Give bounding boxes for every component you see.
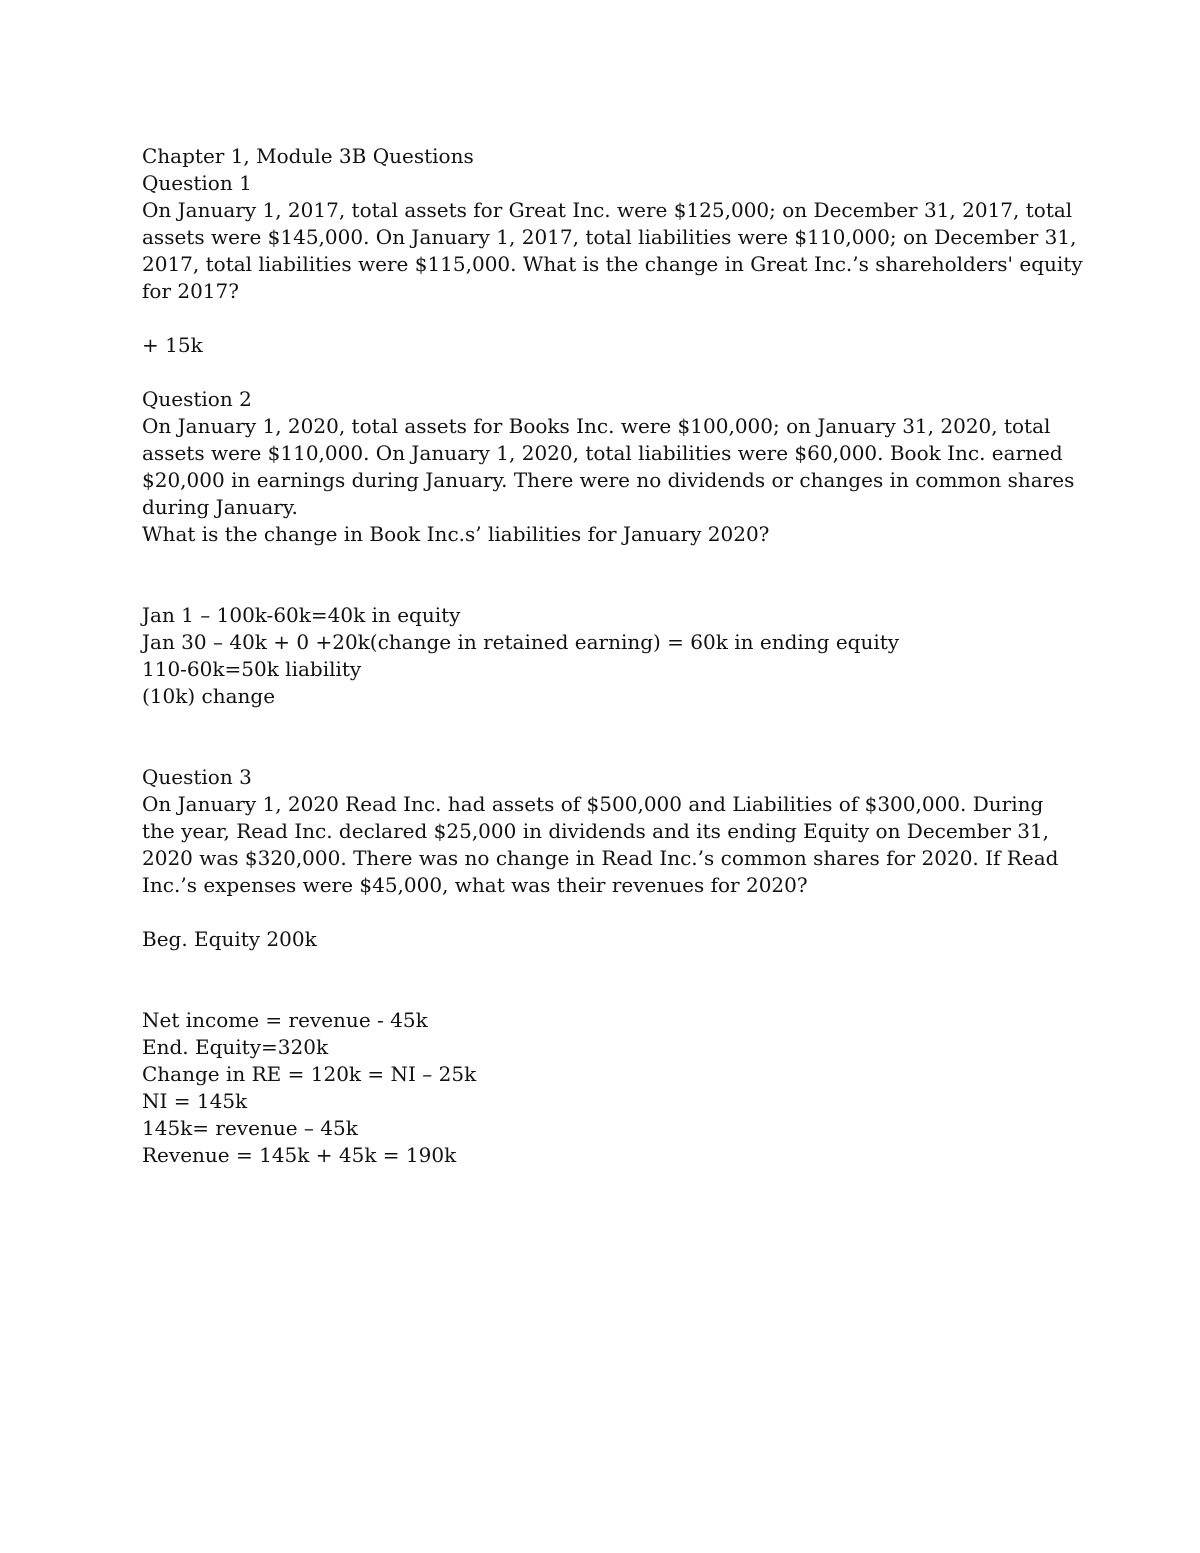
spacer bbox=[142, 305, 1062, 332]
question-2-text-line: assets were $110,000. On January 1, 2020, total liabilities were $60,000. Book Inc. earned bbox=[142, 441, 1063, 465]
question-2-text-line: On January 1, 2020, total assets for Books Inc. were $100,000; on January 31, 2020, total bbox=[142, 414, 1051, 438]
spacer bbox=[142, 980, 1062, 1007]
question-1-text-line: for 2017? bbox=[142, 279, 239, 303]
question-3-text-line: 2020 was $320,000. There was no change in Read Inc.’s common shares for 2020. If Read bbox=[142, 846, 1059, 870]
question-1-heading: Question 1 bbox=[142, 171, 252, 195]
spacer bbox=[142, 953, 1062, 980]
spacer bbox=[142, 710, 1062, 737]
question-3-work-line: Revenue = 145k + 45k = 190k bbox=[142, 1143, 457, 1167]
spacer bbox=[142, 737, 1062, 764]
question-2-text-line: during January. bbox=[142, 495, 298, 519]
question-3-text-line: Inc.’s expenses were $45,000, what was their revenues for 2020? bbox=[142, 873, 808, 897]
question-1-text-line: On January 1, 2017, total assets for Great Inc. were $125,000; on December 31, 2017, total bbox=[142, 198, 1073, 222]
question-1-text-line: assets were $145,000. On January 1, 2017, total liabilities were $110,000; on December 31, bbox=[142, 225, 1077, 249]
question-3-work-line: NI = 145k bbox=[142, 1089, 248, 1113]
question-2-text-line: What is the change in Book Inc.s’ liabilities for January 2020? bbox=[142, 522, 770, 546]
question-1-answer: + 15k bbox=[142, 333, 203, 357]
question-3-work-line: Net income = revenue - 45k bbox=[142, 1008, 428, 1032]
document-title: Chapter 1, Module 3B Questions bbox=[142, 144, 474, 168]
question-2-work-line: Jan 30 – 40k + 0 +20k(change in retained earning) = 60k in ending equity bbox=[142, 630, 900, 654]
question-2-work-line: Jan 1 – 100k-60k=40k in equity bbox=[142, 603, 461, 627]
document-body bbox=[142, 143, 1083, 1169]
spacer bbox=[142, 899, 1062, 926]
question-2-heading: Question 2 bbox=[142, 387, 252, 411]
spacer bbox=[142, 548, 1062, 575]
question-2-work-line: 110-60k=50k liability bbox=[142, 657, 362, 681]
spacer bbox=[142, 575, 1062, 602]
question-3-text-line: On January 1, 2020 Read Inc. had assets of $500,000 and Liabilities of $300,000. During bbox=[142, 792, 1044, 816]
question-2-text-line: $20,000 in earnings during January. There were no dividends or changes in common shares bbox=[142, 468, 1075, 492]
question-3-work-line: 145k= revenue – 45k bbox=[142, 1116, 358, 1140]
question-3-work-line: Change in RE = 120k = NI – 25k bbox=[142, 1062, 477, 1086]
question-3-work-line: End. Equity=320k bbox=[142, 1035, 329, 1059]
question-2-work-line: (10k) change bbox=[142, 684, 276, 708]
question-3-beg-equity: Beg. Equity 200k bbox=[142, 927, 317, 951]
spacer bbox=[142, 359, 1062, 386]
question-3-text-line: the year, Read Inc. declared $25,000 in dividends and its ending Equity on December 31, bbox=[142, 819, 1050, 843]
question-1-text-line: 2017, total liabilities were $115,000. What is the change in Great Inc.’s shareholders' equity bbox=[142, 252, 1083, 276]
question-3-heading: Question 3 bbox=[142, 765, 252, 789]
